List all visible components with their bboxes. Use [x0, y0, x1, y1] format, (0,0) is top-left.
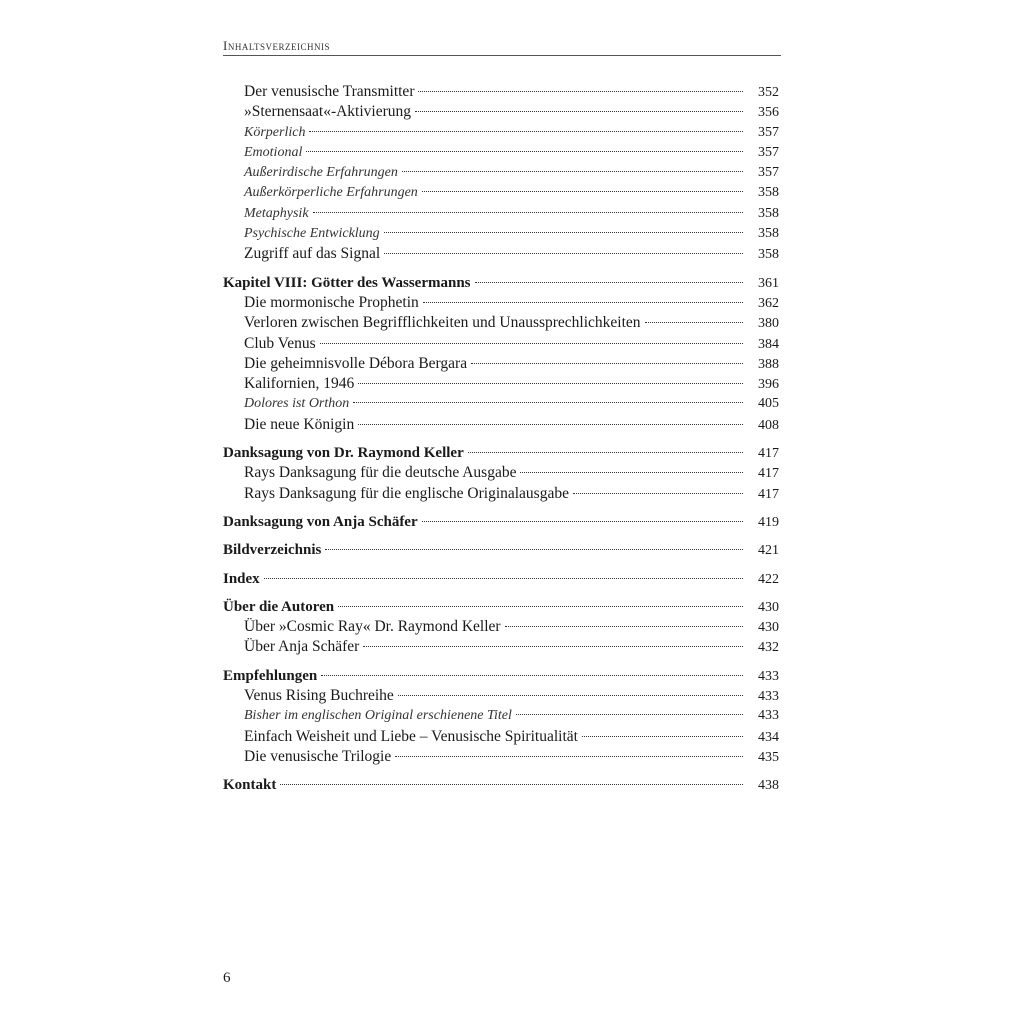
toc-chapter-entry [223, 666, 779, 686]
toc-entry-page-number: 358 [758, 247, 779, 263]
toc-chapter-entry [223, 775, 779, 795]
toc-entry-title: Körperlich [244, 124, 306, 140]
toc-entry-page-number: 362 [758, 295, 779, 311]
toc-entry-page-number: 430 [758, 599, 779, 615]
toc-entry-title: Rays Danksagung für die deutsche Ausgabe [244, 464, 517, 482]
toc-entry-title: Verloren zwischen Begrifflichkeiten und Unaussprechlichkeiten [244, 314, 641, 332]
toc-section-entry [223, 415, 779, 435]
toc-section-entry [223, 82, 779, 102]
toc-group-gap [223, 504, 779, 512]
toc-section-entry [223, 102, 779, 122]
toc-entry-title: Die mormonische Prophetin [244, 293, 419, 311]
toc-entry-page-number: 433 [758, 689, 779, 705]
toc-entry-page-number: 421 [758, 543, 779, 559]
toc-entry-page-number: 388 [758, 356, 779, 372]
toc-entry-title: Über die Autoren [223, 598, 335, 615]
toc-section-entry [223, 163, 779, 183]
toc-dot-leader [505, 626, 743, 627]
toc-dot-leader [338, 606, 743, 607]
toc-entry-title: Einfach Weisheit und Liebe – Venusische Spiritualität [244, 727, 578, 745]
toc-entry-page-number: 434 [758, 729, 779, 745]
toc-dot-leader [358, 383, 743, 384]
toc-dot-leader [422, 521, 743, 522]
toc-entry-title: Kapitel VIII: Götter des Wassermanns [223, 274, 471, 291]
toc-entry-title: Metaphysik [244, 205, 309, 221]
toc-entry-page-number: 361 [758, 275, 779, 291]
toc-entry-page-number: 422 [758, 571, 779, 587]
toc-entry-title: Außerirdische Erfahrungen [244, 165, 398, 181]
toc-dot-leader [422, 191, 743, 192]
toc-entry-page-number: 358 [758, 205, 779, 221]
toc-group-gap [223, 561, 779, 569]
toc-entry-page-number: 417 [758, 466, 779, 482]
toc-dot-leader [280, 784, 743, 785]
toc-dot-leader [520, 472, 743, 473]
toc-dot-leader [573, 493, 743, 494]
toc-entry-title: Über »Cosmic Ray« Dr. Raymond Keller [244, 618, 501, 636]
page-number: 6 [223, 970, 231, 986]
toc-section-entry [223, 183, 779, 203]
toc-section-entry [223, 224, 779, 244]
toc-entry-page-number: 405 [758, 396, 779, 412]
toc-entry-page-number: 419 [758, 514, 779, 530]
toc-section-entry [223, 686, 779, 706]
toc-section-entry [223, 204, 779, 224]
toc-section-entry [223, 637, 779, 657]
toc-entry-title: Die venusische Trilogie [244, 747, 392, 765]
toc-entry-title: Außerkörperliche Erfahrungen [244, 185, 418, 201]
toc-section-entry [223, 354, 779, 374]
toc-entry-page-number: 433 [758, 708, 779, 724]
toc-group-gap [223, 435, 779, 443]
toc-dot-leader [309, 131, 743, 132]
toc-dot-leader [358, 424, 743, 425]
toc-dot-leader [363, 646, 743, 647]
toc-dot-leader [516, 714, 743, 715]
toc-entry-title: Zugriff auf das Signal [244, 245, 381, 263]
toc-entry-title: Kalifornien, 1946 [244, 375, 355, 393]
toc-chapter-entry [223, 443, 779, 463]
toc-entry-title: Club Venus [244, 334, 316, 352]
toc-entry-title: Emotional [244, 144, 303, 160]
toc-section-entry [223, 334, 779, 354]
toc-section-entry [223, 244, 779, 264]
toc-dot-leader [395, 756, 743, 757]
toc-entry-title: Danksagung von Dr. Raymond Keller [223, 445, 464, 462]
toc-entry-page-number: 396 [758, 377, 779, 393]
running-head-rule [223, 55, 781, 56]
toc-entry-title: Dolores ist Orthon [244, 396, 350, 412]
toc-entry-page-number: 352 [758, 85, 779, 100]
toc-section-entry [223, 374, 779, 394]
running-head: Inhaltsverzeichnis [223, 38, 330, 53]
toc-entry-page-number: 357 [758, 144, 779, 160]
toc-dot-leader [321, 675, 743, 676]
toc-dot-leader [306, 151, 743, 152]
toc-entry-title: Über Anja Schäfer [244, 638, 360, 656]
toc-dot-leader [384, 253, 743, 254]
toc-section-entry [223, 484, 779, 504]
toc-entry-title: Bisher im englischen Original erschienene Titel [244, 708, 512, 724]
toc-entry-page-number: 384 [758, 336, 779, 352]
toc-dot-leader [468, 452, 743, 453]
toc-entry-page-number: 357 [758, 124, 779, 140]
toc-dot-leader [475, 282, 743, 283]
toc-entry-page-number: 408 [758, 417, 779, 433]
toc-entry-page-number: 357 [758, 165, 779, 181]
toc-entry-title: Index [223, 570, 260, 587]
toc-dot-leader [320, 343, 743, 344]
toc-entry-page-number: 432 [758, 640, 779, 656]
toc-dot-leader [418, 91, 743, 92]
toc-entry-title: »Sternensaat«-Aktivierung [244, 103, 412, 121]
toc-dot-leader [423, 302, 743, 303]
toc-entry-title: Der venusische Transmitter [244, 83, 415, 100]
toc-entry-page-number: 380 [758, 316, 779, 332]
toc-section-entry [223, 293, 779, 313]
toc-entry-page-number: 358 [758, 226, 779, 242]
toc-group-gap [223, 589, 779, 597]
toc-dot-leader [402, 171, 743, 172]
toc-group-gap [223, 767, 779, 775]
toc-chapter-entry [223, 273, 779, 293]
toc-dot-leader [471, 363, 743, 364]
toc-entry-title: Die neue Königin [244, 415, 355, 433]
toc-section-entry [223, 727, 779, 747]
toc-chapter-entry [223, 597, 779, 617]
toc-dot-leader [582, 736, 743, 737]
toc-section-entry [223, 463, 779, 483]
toc-section-entry [223, 394, 779, 414]
toc-entry-title: Psychische Entwicklung [244, 226, 380, 242]
toc-dot-leader [398, 695, 743, 696]
toc-group-gap [223, 265, 779, 273]
toc-dot-leader [325, 549, 743, 550]
toc-section-entry [223, 313, 779, 333]
toc-chapter-entry [223, 540, 779, 560]
toc-entry-page-number: 358 [758, 185, 779, 201]
table-of-contents [223, 82, 779, 796]
toc-section-entry [223, 706, 779, 726]
toc-entry-page-number: 430 [758, 620, 779, 636]
toc-entry-title: Bildverzeichnis [223, 542, 322, 559]
toc-entry-title: Danksagung von Anja Schäfer [223, 513, 418, 530]
toc-section-entry [223, 143, 779, 163]
toc-group-gap [223, 532, 779, 540]
toc-entry-title: Empfehlungen [223, 667, 318, 684]
toc-group-gap [223, 658, 779, 666]
toc-entry-title: Die geheimnisvolle Débora Bergara [244, 354, 468, 372]
toc-entry-page-number: 356 [758, 105, 779, 121]
toc-entry-page-number: 417 [758, 446, 779, 462]
toc-dot-leader [645, 322, 743, 323]
toc-entry-title: Kontakt [223, 777, 277, 794]
toc-section-entry [223, 747, 779, 767]
toc-dot-leader [384, 232, 743, 233]
toc-section-entry [223, 123, 779, 143]
toc-dot-leader [264, 578, 743, 579]
toc-entry-page-number: 435 [758, 749, 779, 765]
toc-dot-leader [353, 402, 743, 403]
toc-chapter-entry [223, 512, 779, 532]
toc-entry-page-number: 438 [758, 778, 779, 794]
toc-entry-page-number: 433 [758, 668, 779, 684]
toc-entry-page-number: 417 [758, 486, 779, 502]
toc-section-entry [223, 617, 779, 637]
toc-entry-title: Rays Danksagung für die englische Originalausgabe [244, 484, 569, 502]
toc-dot-leader [313, 212, 743, 213]
toc-entry-title: Venus Rising Buchreihe [244, 687, 394, 705]
toc-chapter-entry [223, 569, 779, 589]
toc-dot-leader [415, 111, 743, 112]
